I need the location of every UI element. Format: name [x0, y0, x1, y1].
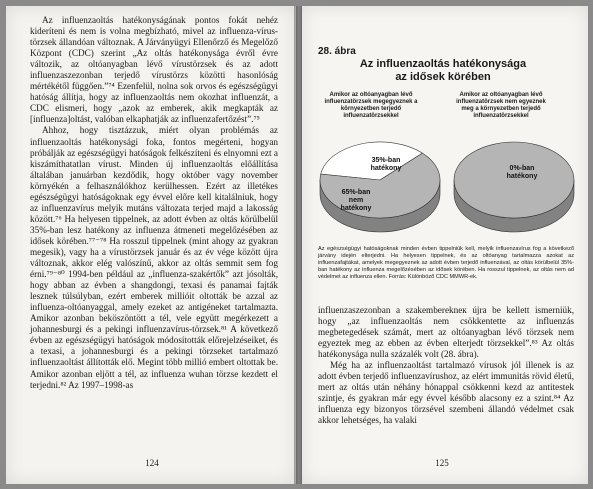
pie-caption-match: Amikor az oltóanyagban lévő influenzatörzsek megegyeznek a környezetben terjedő influenzatörzsekkel [324, 92, 418, 119]
paragraph: influenzaszezonban a szakemberekneк újra be kellett ismerniük, hogy „az influenzaoltás nem csökkentette az influenzás megbetegedések számát, mert az oltóanyagban lévő törzsek nem egyeztek meg az ebben az évben elterjedt törzsekkel”.⁸³ Az oltás hatékonysága nulla százalék volt (28. ábra). [318, 305, 574, 360]
pie-caption-mismatch: Amikor az oltóanyagban lévő influenzatörzsek nem egyeznek meg a környezetben terjedő influenzatörzsekkel [456, 92, 546, 119]
pie-slice-label: 0%-ban hatékony [506, 165, 538, 180]
right-body-text [318, 305, 574, 427]
figure-number: 28. ábra [318, 46, 356, 57]
figure-title-line-2: az idősek körében [395, 71, 491, 83]
paragraph: Ahhoz, hogy tisztázzuk, miért olyan problémás az influenzaoltás hatékonysági foka, fontos megérteni, hogyan próbálják az egészségügyi hatóságok felkészíteni és elnyomni ezt a kiszámíthatatlan vírust. Minden új influenzaoltás előállítása általában januárban kezdődik, hogy október vagy november környékén a felhasználókhoz kerülhessen. Ezért az illetékes egészségügyi hatóságoknak egy évvel előre kell kitalálniuk, hogy az influenzavírus melyik mutáns változata terjed majd a lakosság között.⁷⁶ Ha helyesen tippelnek, az adott évben az oltás körülbelül 35%-ban lesz hatékony az influenza átmeneti megelőzésében az idősek körében.⁷⁷⁻⁷⁸ Ha rosszul tippelnek (mint ahogy az gyakran megesik), vagy ha a vírustörzsek január és az év vége között újra változnak, akkor elég valószínű, akkor az oltás semmit sem fog érni.⁷⁹⁻⁸⁰ 1994-ben például az „influenza-szakértők” azt jósolták, hogy abban az évben a shangdongi, texasi és panamai fajták lesznek túlsúlyban, ezért emberek millióit oltották be azzal az influenza-oltóanyaggal, amely ezeket az antigéneket tartalmazta. Amikor azonban beköszöntött a tél, vele együtt megérkezett a johannesburgi és a pekingi influenzavírus-törzsek.⁸¹ A következő évben az egészségügyi hatóságok módosították előrejelzéseiket, és a texasi, a johannesburgi és a pekingi törzseket tartalmazó influenzaoltást állították elő. Megint több millió embert oltottak be. Amikor azonban eljött a tél, az influenza wuhan törzse kezdett el terjedni.⁸² Az 1997–1998-as [30, 125, 279, 390]
paragraph: Az influenzaoltás hatékonyságának pontos fokát nehéz kideríteni és nem is volna megbízható, mivel az influenza-vírus-törzsek állandóan változnak. A Járványügyi Ellenőrző és Megelőző Központ (CDC) szerint „Az oltás hatékonysága évről évre változik, az oltóanyagban lévő vírustörzsek és az adott influenzaszezonban terjedő vírustörzs közötti hasonlóság mértékétől függően.”⁷⁴ Ezenfelül, nolna sok orvos és egészségügyi hatóság állítja, hogy az influenzaoltás nem okozhat influenzát, a CDC elismeri, hogy „azok az emberek, akik megkapták az [influenza]oltást, valóban elkaphatják az influenzafertőzést”.⁷⁵ [30, 15, 278, 125]
left-body-text [30, 15, 278, 391]
pie-slice-label: 35%-ban hatékony [370, 157, 402, 172]
figure-title [318, 58, 568, 84]
pie-charts [312, 134, 582, 242]
figure-note: Az egészségügyi hatóságoknak minden évben tippelniük kell, melyik influenzavírus fog a következő járvány idején elterjedni. Ha helyesen tippelnek, és az oltóanyag tartalmazza azokat az influenzafajtákat, amelyek megegyeznek az adott évben terjedő influenzával, az oltás körülbelül 35%-ban hatékony az influenza megelőzésében az idősek körében. Ha rosszul tippelnek, az oltás nem ad védelmet az influenza ellen. Forrás: Különböző CDC MMWR-ek. [318, 246, 574, 280]
page-number: 124 [145, 458, 159, 468]
left-page [6, 6, 296, 484]
right-page [302, 6, 588, 484]
pie-slice [454, 142, 574, 218]
page-number: 125 [435, 458, 449, 468]
pie-slice-label: 65%-ban nem hatékony [340, 189, 372, 212]
paragraph: Még ha az influenzaoltást tartalmazó vírusok jól illenek is az adott évben terjedő influenzavírushoz, az elért immunitás rövid életű, mert az oltás után néhány hónappal csökkenni kezd az antitestek szintje, és gyakran már egy évvel később alacsony ez a szint.⁸⁴ Az influenza egy bizonyos törzsével szembeni állandó védelmet csak akkor lehetséges, ha valaki [318, 360, 574, 426]
figure-title-line-1: Az influenzaoltás hatékonysága [359, 58, 527, 70]
